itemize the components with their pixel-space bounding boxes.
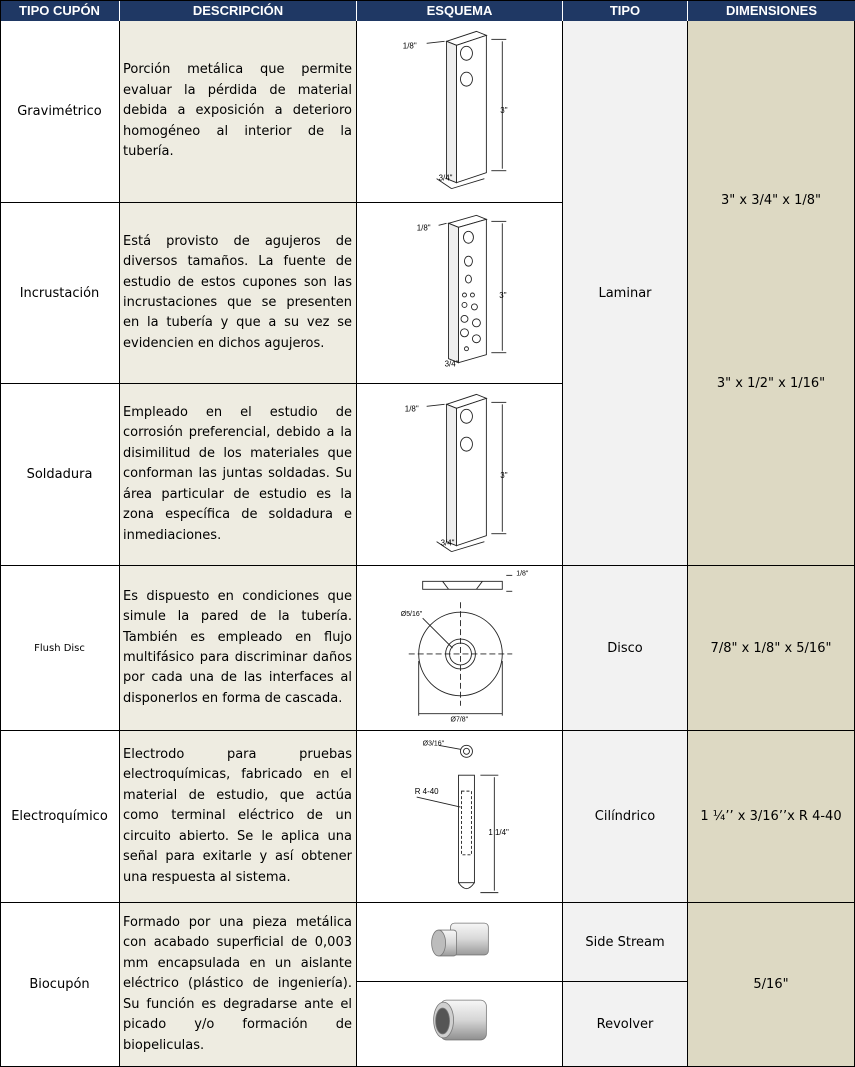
electrode-length-label: 1 1/4" bbox=[488, 827, 509, 837]
row-desc-soldadura bbox=[120, 384, 357, 566]
row-name-gravimetrico: Gravimétrico bbox=[0, 21, 120, 203]
row-name-soldadura: Soldadura bbox=[0, 384, 120, 566]
dim-length-label: 3" bbox=[499, 290, 507, 300]
disc-thickness-label: 1/8" bbox=[516, 569, 529, 577]
dim-length-label: 3" bbox=[500, 105, 508, 115]
schematic-side-stream bbox=[357, 903, 563, 982]
header-tipo-cupon: TIPO CUPÓN bbox=[0, 0, 120, 21]
desc-text: Está provisto de agujeros de diversos tamaños. La fuente de estudio de estos cupones son las incrustaciones que se presenten en la tubería y que a su vez se evidencien en dichos agujeros. bbox=[123, 233, 352, 351]
header-dimensiones: DIMENSIONES bbox=[688, 0, 855, 21]
desc-text: Es dispuesto en condiciones que simule la pared de la tubería. También es empleado en flujo multifásico para discriminar daños por cada una de las interfaces al disponerlos en forma de cascada. bbox=[123, 588, 352, 706]
electrode-dia-label: Ø3/16" bbox=[422, 739, 445, 747]
row-name-incrustacion: Incrustación bbox=[0, 203, 120, 384]
dim-width-label: 3/4" bbox=[444, 359, 459, 369]
schematic-electroquimico bbox=[357, 731, 563, 903]
dim-laminar-a: 3" x 3/4" x 1/8" bbox=[721, 193, 821, 208]
tipo-cilindrico: Cilíndrico bbox=[563, 731, 688, 903]
dim-thickness-label: 1/8" bbox=[416, 222, 431, 232]
row-desc-incrustacion bbox=[120, 203, 357, 384]
dim-bio: 5/16" bbox=[688, 903, 855, 1067]
dim-cilindrico: 1 ¼’’ x 3/16’’x R 4-40 bbox=[688, 731, 855, 903]
row-name-biocupon: Biocupón bbox=[0, 903, 120, 1067]
desc-text: Porción metálica que permite evaluar la pérdida de material debida a exposición a deterioro homogéneo al interior de la tubería. bbox=[123, 62, 352, 160]
tipo-laminar: Laminar bbox=[563, 21, 688, 566]
schematic-soldadura bbox=[357, 384, 563, 566]
dim-thickness-label: 1/8" bbox=[404, 403, 419, 413]
row-desc-electroquimico bbox=[120, 731, 357, 903]
tipo-disco: Disco bbox=[563, 566, 688, 731]
weld-coupon-drawing bbox=[357, 384, 562, 566]
schematic-gravimetrico bbox=[357, 21, 563, 203]
desc-text: Empleado en el estudio de corrosión preferencial, debido a la disimilitud de los materiales que conforman las juntas soldadas. Su área particular de estudio es la zona específica de soldadura e inmediaciones. bbox=[123, 405, 352, 543]
row-desc-biocupon bbox=[120, 903, 357, 1067]
flat-coupon-drawing bbox=[357, 21, 562, 203]
electrode-thread-label: R 4-40 bbox=[414, 786, 439, 796]
tipo-revolver: Revolver bbox=[563, 982, 688, 1067]
row-desc-gravimetrico bbox=[120, 21, 357, 203]
revolver-coupon-icon bbox=[357, 982, 562, 1067]
desc-text: Electrodo para pruebas electroquímicas, fabricado en el material de estudio, que actúa como terminal eléctrico de un circuito abierto. Se le aplica una señal para exitarle y así obtener una respuesta al sistema. bbox=[123, 747, 352, 885]
header-esquema: ESQUEMA bbox=[357, 0, 563, 21]
desc-text: Formado por una pieza metálica con acabado superficial de 0,003 mm encapsulada en un aislante eléctrico (plástico de ingeniería). Su función es degradarse ante el picado y/o formación de biopeliculas. bbox=[123, 915, 352, 1053]
header-descripcion: DESCRIPCIÓN bbox=[120, 0, 357, 21]
dim-laminar-b: 3" x 1/2" x 1/16" bbox=[716, 376, 826, 391]
row-desc-flush-disc bbox=[120, 566, 357, 731]
dim-disco: 7/8" x 1/8" x 5/16" bbox=[688, 566, 855, 731]
dim-width-label: 3/4" bbox=[440, 538, 455, 548]
dim-laminar bbox=[688, 21, 855, 566]
disc-hole-label: Ø5/16" bbox=[400, 610, 423, 618]
side-stream-coupon-icon bbox=[357, 903, 562, 982]
schematic-flush-disc bbox=[357, 566, 563, 731]
tipo-side-stream: Side Stream bbox=[563, 903, 688, 982]
row-name-electroquimico: Electroquímico bbox=[0, 731, 120, 903]
row-name-flush-disc: Flush Disc bbox=[0, 566, 120, 731]
header-tipo: TIPO bbox=[563, 0, 688, 21]
schematic-revolver bbox=[357, 982, 563, 1067]
schematic-incrustacion bbox=[357, 203, 563, 384]
dim-thickness-label: 1/8" bbox=[402, 40, 417, 50]
disc-drawing bbox=[357, 566, 562, 731]
electrode-drawing bbox=[357, 731, 562, 903]
dim-length-label: 3" bbox=[500, 470, 508, 480]
holed-coupon-drawing bbox=[357, 203, 562, 384]
dim-width-label: 3/4" bbox=[438, 173, 453, 183]
disc-outer-label: Ø7/8" bbox=[450, 716, 469, 724]
